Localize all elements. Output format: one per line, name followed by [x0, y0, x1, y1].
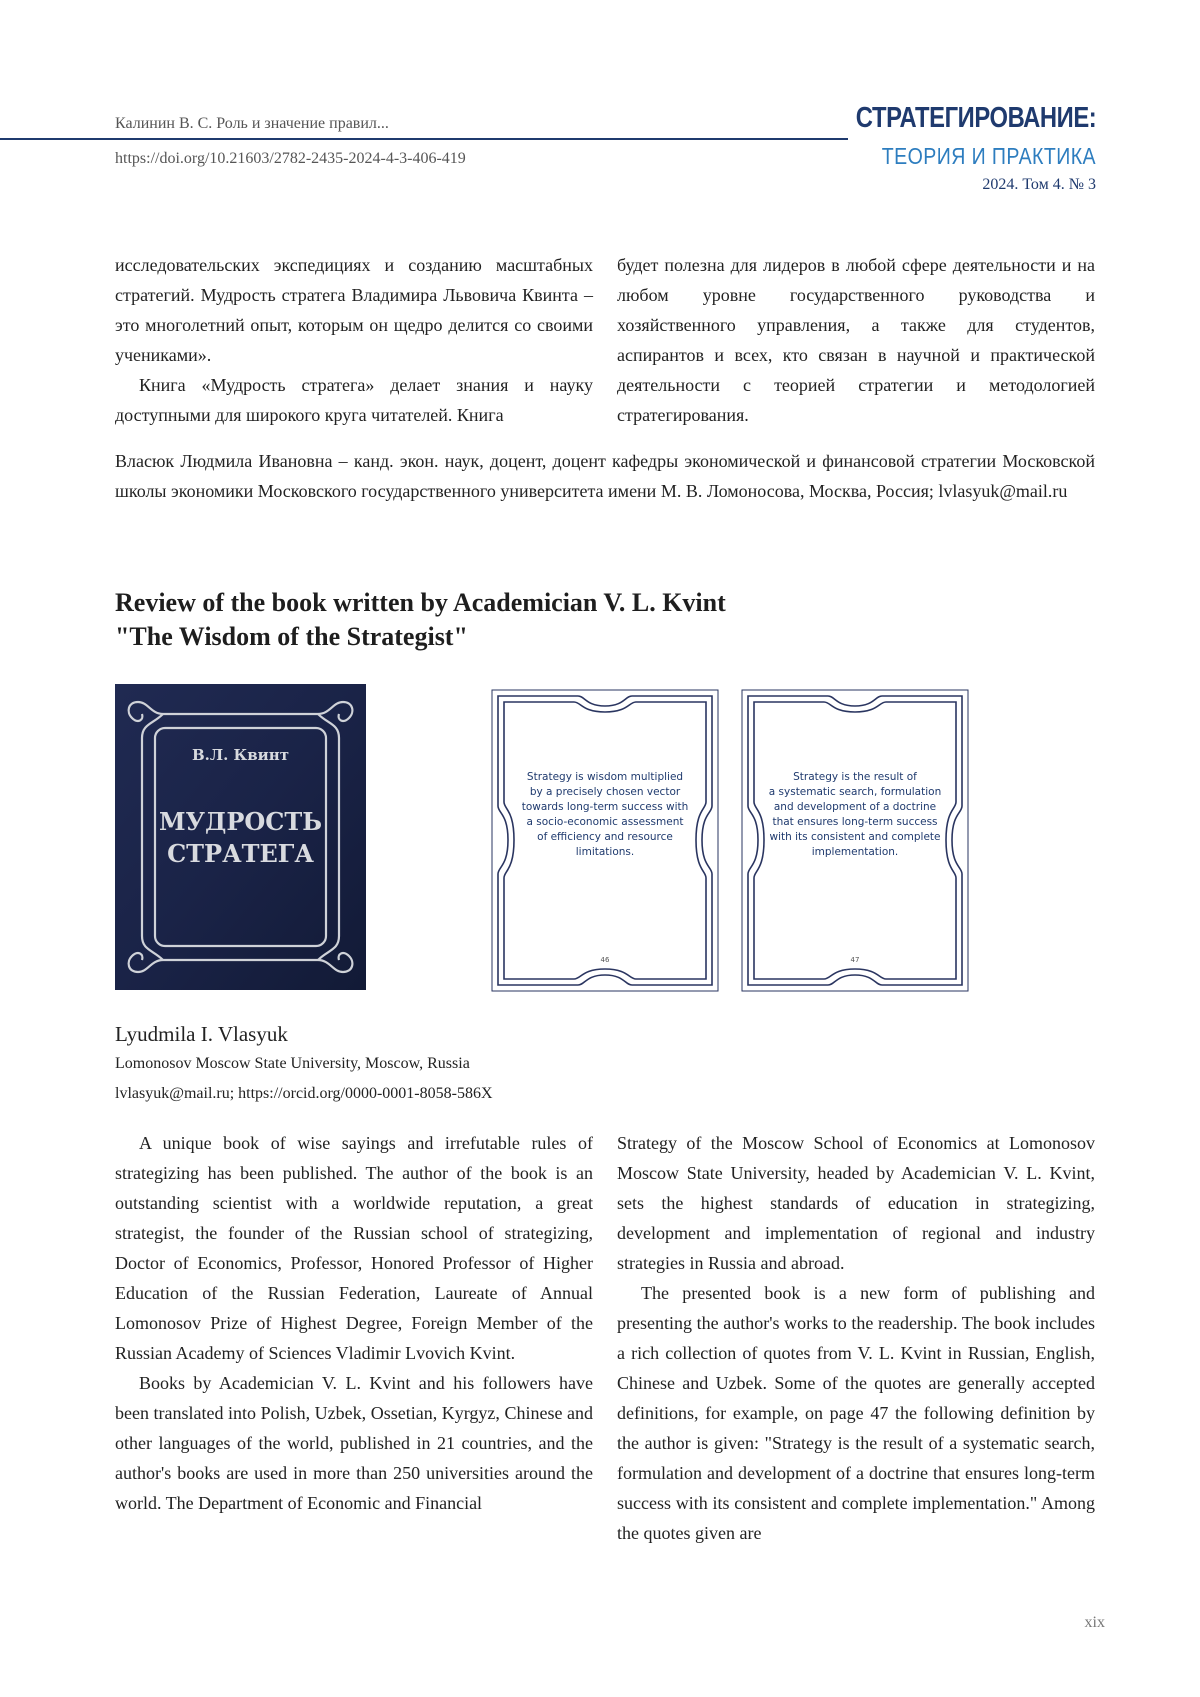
author-name-en: Lyudmila I. Vlasyuk: [115, 1022, 288, 1046]
right-quote-line: and development of a doctrine: [773, 801, 937, 813]
en-column-left: [115, 1128, 593, 1518]
right-quote-line: implementation.: [811, 846, 899, 858]
left-quote-line: of efficiency and resource: [537, 831, 673, 843]
cover-title-line1: МУДРОСТЬ: [158, 807, 323, 836]
en-paragraph: Strategy of the Moscow School of Economics at Lomonosov Moscow State University, headed by Academician V. L. Kvint, sets the highest standards of education in strategizing, development and implementation of regional and industry strategies in Russia and abroad.: [617, 1133, 1095, 1273]
journal-title-line2: ТЕОРИЯ И ПРАКТИКА: [881, 143, 1096, 169]
article-title-line2: "The Wisdom of the Strategist": [115, 622, 468, 651]
book-pages-image: [490, 688, 970, 993]
left-quote-line: limitations.: [575, 846, 635, 858]
left-quote-line: towards long-term success with: [521, 801, 689, 813]
article-title-line1: Review of the book written by Academician V. L. Kvint: [115, 588, 726, 617]
right-quote-line: that ensures long-term success: [772, 816, 938, 828]
left-page-number: 46: [600, 956, 610, 964]
book-pages-art: [490, 688, 970, 993]
page-number: xix: [1084, 1614, 1105, 1631]
left-quote-line: by a precisely chosen vector: [529, 786, 681, 798]
header-rule: [0, 138, 848, 140]
journal-title-line1: СТРАТЕГИРОВАНИЕ:: [855, 102, 1096, 134]
right-page-number: 47: [850, 956, 860, 964]
en-column-right: [617, 1128, 1095, 1548]
book-cover-art: [115, 684, 366, 990]
ru-column-left: [115, 250, 593, 430]
en-paragraph: The presented book is a new form of publishing and presenting the author's works to the readership. The book includes a rich collection of quotes from V. L. Kvint in Russian, English, Chinese and Uzbek. Some of the quotes are generally accepted definitions, for example, on page 47 the following definition by the author is given: "Strategy is the result of a systematic search, formulation and development of a doctrine that ensures long-term success with its consistent and complete implementation." Among the quotes given are: [617, 1283, 1095, 1543]
right-quote-line: a systematic search, formulation: [768, 786, 942, 798]
en-paragraph: A unique book of wise sayings and irrefutable rules of strategizing has been published. The author of the book is an outstanding scientist with a worldwide reputation, a great strategist, the founder of the Russian school of strategizing, Doctor of Economics, Professor, Honored Professor of Higher Education of the Russian Federation, Laureate of Annual Lomonosov Prize of Highest Degree, Foreign Member of the Russian Academy of Sciences Vladimir Lvovich Kvint.: [115, 1133, 593, 1363]
right-quote-line: Strategy is the result of: [793, 771, 917, 783]
left-quote-line: a socio-economic assessment: [526, 816, 684, 828]
running-title: Калинин В. С. Роль и значение правил...: [115, 115, 389, 132]
journal-issue: 2024. Том 4. № 3: [982, 176, 1096, 193]
left-quote-line: Strategy is wisdom multiplied: [526, 771, 684, 783]
ru-paragraph: исследовательских экспедициях и созданию масштабных стратегий. Мудрость стратега Владимира Львовича Квинта – это многолетний опыт, которым он щедро делится со своими учениками».: [115, 255, 593, 365]
ru-column-right: [617, 250, 1095, 430]
book-cover-image: [115, 684, 366, 990]
cover-title-line2: СТРАТЕГА: [167, 839, 314, 868]
author-contacts-en[interactable]: lvlasyuk@mail.ru; https://orcid.org/0000-0001-8058-586X: [115, 1085, 493, 1102]
right-quote-line: with its consistent and complete: [769, 831, 941, 843]
author-affiliation-en: Lomonosov Moscow State University, Moscow, Russia: [115, 1055, 470, 1072]
en-paragraph: Books by Academician V. L. Kvint and his followers have been translated into Polish, Uzbek, Ossetian, Kyrgyz, Chinese and other languages of the world, published in 21 countries, and the author's books are used in more than 250 universities around the world. The Department of Economic and Financial: [115, 1373, 593, 1513]
doi-link[interactable]: https://doi.org/10.21603/2782-2435-2024-4-3-406-419: [115, 150, 466, 167]
cover-author: В.Л. Квинт: [191, 746, 290, 764]
ru-paragraph: Книга «Мудрость стратега» делает знания и науку доступными для широкого круга читателей. Книга: [115, 375, 593, 425]
article-title: [115, 586, 726, 654]
author-info-ru: Власюк Людмила Ивановна – канд. экон. наук, доцент, доцент кафедры экономической и финансовой стратегии Московской школы экономики Московского государственного университета имени М. В. Ломоносова, Москва, Россия; lvlasyuk@mail.ru: [115, 451, 1095, 501]
ru-paragraph: будет полезна для лидеров в любой сфере деятельности и на любом уровне государственного руководства и хозяйственного управления, а также для студентов, аспирантов и всех, кто связан в научной и практической деятельности с теорией стратегии и методологией стратегирования.: [617, 255, 1095, 425]
